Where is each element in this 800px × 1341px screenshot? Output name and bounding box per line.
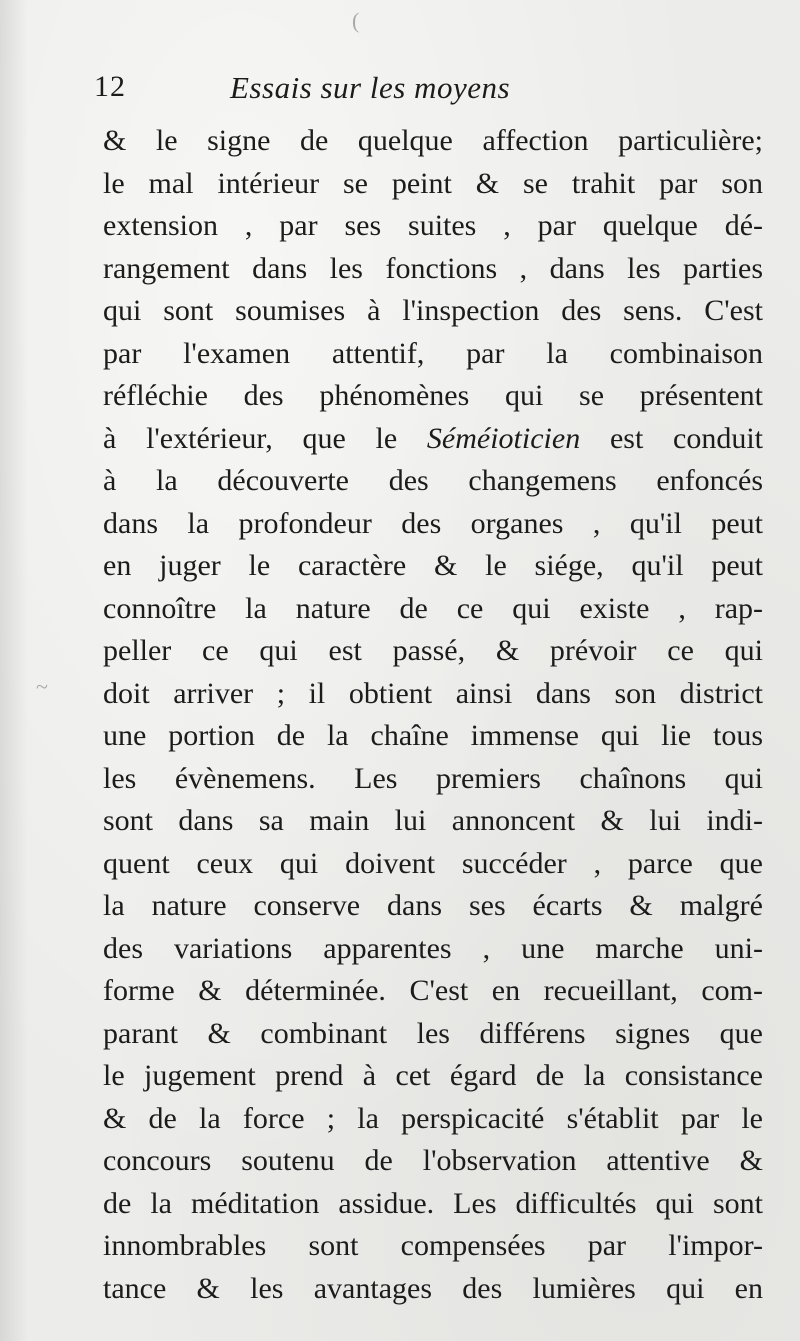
text-line: la nature conserve dans ses écarts & malgré (103, 889, 763, 922)
text-line: & de la force ; la perspicacité s'établit par le (103, 1101, 763, 1135)
text-segment: est conduit (580, 421, 764, 455)
text-line: tance & les avantages des lumières qui en (103, 1271, 763, 1305)
text-line: doit arriver ; il obtient ainsi dans son district (103, 676, 763, 710)
text-line: extension , par ses suites , par quelque dé- (103, 209, 763, 242)
text-line: sont dans sa main lui annoncent & lui indi- (103, 804, 763, 837)
text-line: connoître la nature de ce qui existe , rap- (103, 591, 763, 625)
text-line: à la découverte des changemens enfoncés (103, 464, 763, 497)
text-line: dans la profondeur des organes , qu'il peut (103, 506, 763, 540)
text-line: innombrables sont compensées par l'impor- (103, 1229, 763, 1262)
text-line: peller ce qui est passé, & prévoir ce qui (103, 634, 763, 667)
text-line: réfléchie des phénomènes qui se présentent (103, 379, 763, 412)
body-text (103, 120, 763, 1310)
text-line: rangement dans les fonctions , dans les parties (103, 251, 763, 285)
text-line: le mal intérieur se peint & se trahit par son (103, 166, 763, 200)
page-header (94, 70, 754, 110)
text-line: qui sont soumises à l'inspection des sens. C'est (103, 294, 763, 327)
text-line: quent ceux qui doivent succéder , parce que (103, 846, 763, 880)
gutter-shadow (0, 0, 28, 1341)
paper-speck: ( (352, 8, 360, 33)
italic-term: Séméioticien (426, 421, 581, 455)
text-line: le jugement prend à cet égard de la consistance (103, 1059, 763, 1092)
text-segment: à l'extérieur, que le (103, 421, 427, 455)
text-line: de la méditation assidue. Les difficultés qui sont (103, 1186, 763, 1220)
text-line: des variations apparentes , une marche uni- (103, 931, 763, 965)
text-line: forme & déterminée. C'est en recueillant, com- (103, 974, 763, 1007)
page-number: 12 (94, 70, 126, 103)
running-title: Essais sur les moyens (230, 70, 511, 105)
text-line: & le signe de quelque affection particulière; (103, 124, 763, 157)
text-line: par l'examen attentif, par la combinaison (103, 336, 763, 370)
text-line: en juger le caractère & le siége, qu'il peut (103, 549, 763, 582)
text-line: concours soutenu de l'observation attentive & (103, 1144, 763, 1177)
text-line: les évènemens. Les premiers chaînons qui (103, 761, 763, 795)
text-line-with-italic (103, 418, 763, 461)
text-line: parant & combinant les différens signes que (103, 1016, 763, 1050)
paper-speck: ~ (36, 674, 48, 699)
text-line: une portion de la chaîne immense qui lie tous (103, 719, 763, 752)
